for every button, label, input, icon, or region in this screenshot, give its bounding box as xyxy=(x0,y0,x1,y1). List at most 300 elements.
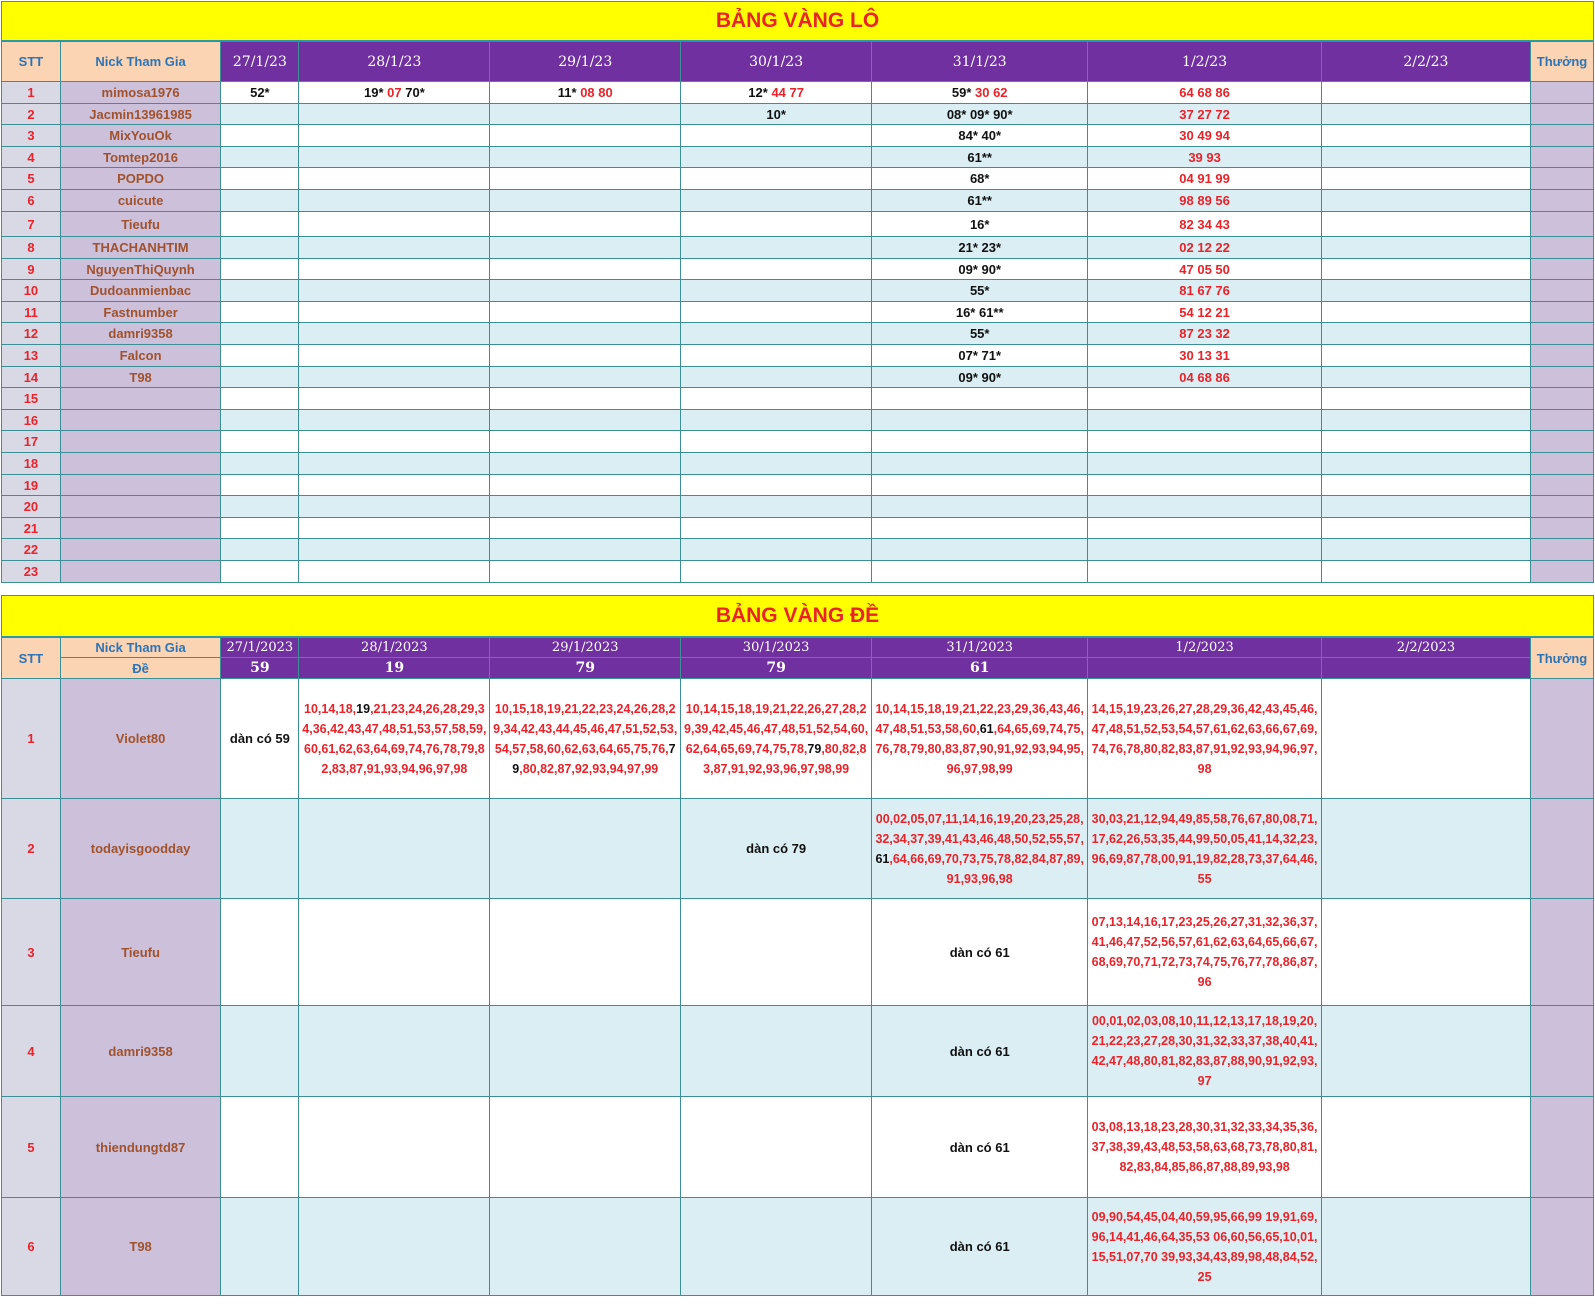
day-cell xyxy=(1088,168,1322,190)
de-header-date: 28/1/2023 xyxy=(299,638,490,658)
row-nick: POPDO xyxy=(60,168,220,190)
de-result: 79 xyxy=(490,658,681,679)
row-nick xyxy=(60,453,220,475)
day-cell xyxy=(1088,431,1322,453)
day-cell xyxy=(490,518,681,539)
row-stt: 9 xyxy=(2,259,61,280)
day-cell xyxy=(1321,125,1530,147)
day-cell xyxy=(1088,1097,1322,1198)
row-nick: Violet80 xyxy=(60,679,220,799)
row-thuong xyxy=(1530,539,1593,561)
day-cell xyxy=(1321,168,1530,190)
day-cell xyxy=(490,388,681,410)
row-stt: 20 xyxy=(2,496,61,518)
de-row xyxy=(2,1198,1594,1296)
cell-value: 47 05 50 xyxy=(1179,261,1230,277)
day-cell xyxy=(299,561,490,583)
cell-value: 70* xyxy=(401,85,425,100)
row-nick: thiendungtd87 xyxy=(60,1097,220,1198)
day-cell xyxy=(221,323,299,345)
row-stt: 15 xyxy=(2,388,61,410)
day-cell xyxy=(1321,82,1530,104)
row-thuong xyxy=(1530,190,1593,212)
day-cell xyxy=(681,104,872,125)
de-result: 61 xyxy=(872,658,1088,679)
day-cell xyxy=(221,1097,299,1198)
day-cell xyxy=(490,899,681,1006)
cell-value: 00,02,05,07,11,14,16,19,20,23,25,28,32,34,37,39,41,43,46,48,50,52,55,57, xyxy=(875,811,1084,846)
row-thuong xyxy=(1530,388,1593,410)
row-thuong xyxy=(1530,475,1593,496)
lo-header-date: 31/1/23 xyxy=(872,42,1088,82)
day-cell xyxy=(1321,453,1530,475)
row-nick xyxy=(60,496,220,518)
day-cell xyxy=(299,453,490,475)
cell-value: 16* xyxy=(969,216,990,232)
cell-value: 61** xyxy=(967,149,992,165)
day-cell xyxy=(1321,212,1530,237)
day-cell xyxy=(299,1097,490,1198)
cell-value: 82 34 43 xyxy=(1179,216,1230,232)
day-cell xyxy=(490,539,681,561)
cell-value: 87 23 32 xyxy=(1179,326,1230,341)
day-cell xyxy=(872,259,1088,280)
cell-value: ,64,65,69,74,75,76,78,79,80,83,87,90,91,92,93,94,95,96,97,98,99 xyxy=(875,721,1084,776)
day-cell xyxy=(490,323,681,345)
cell-value: 04 91 99 xyxy=(1179,171,1230,186)
day-cell xyxy=(681,82,872,104)
day-cell xyxy=(490,1097,681,1198)
row-thuong xyxy=(1530,367,1593,388)
day-cell xyxy=(681,431,872,453)
day-cell xyxy=(1321,259,1530,280)
day-cell xyxy=(872,561,1088,583)
de-result: 19 xyxy=(299,658,490,679)
cell-value: ,80,82,87,92,93,94,97,99 xyxy=(519,761,659,776)
lo-header-thuong: Thưởng xyxy=(1530,42,1593,82)
day-cell xyxy=(299,410,490,431)
row-stt: 7 xyxy=(2,212,61,237)
cell-value: 59* xyxy=(951,85,972,100)
day-cell xyxy=(872,475,1088,496)
day-cell xyxy=(490,237,681,259)
day-cell xyxy=(490,259,681,280)
day-cell xyxy=(681,212,872,237)
cell-value: 98 89 56 xyxy=(1179,193,1230,208)
day-cell xyxy=(299,104,490,125)
day-cell xyxy=(681,1198,872,1296)
day-cell xyxy=(490,679,681,799)
day-cell xyxy=(681,496,872,518)
cell-value: 03,08,13,18,23,28,30,31,32,33,34,35,36,37,38,39,43,48,53,58,63,68,73,78,80,81,82,83,84,85,86,87,88,89,93,98 xyxy=(1091,1120,1318,1174)
cell-value: 10* xyxy=(766,106,786,122)
de-row xyxy=(2,1006,1594,1097)
cell-value: dàn có 61 xyxy=(949,1043,1010,1059)
day-cell xyxy=(299,237,490,259)
lo-row xyxy=(2,345,1594,367)
de-row xyxy=(2,1097,1594,1198)
day-cell xyxy=(872,280,1088,302)
row-nick: MixYouOk xyxy=(60,125,220,147)
day-cell xyxy=(1088,237,1322,259)
cell-value: 12* xyxy=(748,85,768,100)
day-cell xyxy=(299,280,490,302)
day-cell xyxy=(221,1006,299,1097)
day-cell xyxy=(221,453,299,475)
day-cell xyxy=(872,539,1088,561)
de-result xyxy=(1088,658,1322,679)
day-cell xyxy=(221,799,299,899)
row-nick: mimosa1976 xyxy=(60,82,220,104)
row-thuong xyxy=(1530,302,1593,323)
row-thuong xyxy=(1530,410,1593,431)
cell-value: dàn có 79 xyxy=(746,841,807,856)
cell-value: 02 12 22 xyxy=(1179,240,1230,255)
day-cell xyxy=(490,453,681,475)
day-cell xyxy=(490,125,681,147)
row-nick: T98 xyxy=(60,1198,220,1296)
day-cell xyxy=(299,147,490,168)
day-cell xyxy=(1088,259,1322,280)
day-cell xyxy=(872,237,1088,259)
row-thuong xyxy=(1530,82,1593,104)
row-stt: 3 xyxy=(2,899,61,1006)
cell-value: 79 xyxy=(512,741,676,776)
row-stt: 12 xyxy=(2,323,61,345)
cell-value: 19* xyxy=(364,85,384,100)
day-cell xyxy=(1321,1198,1530,1296)
day-cell xyxy=(299,1198,490,1296)
cell-value: 10,14,18, xyxy=(304,701,357,716)
day-cell xyxy=(1088,190,1322,212)
day-cell xyxy=(1088,453,1322,475)
row-stt: 19 xyxy=(2,475,61,496)
day-cell xyxy=(490,367,681,388)
row-thuong xyxy=(1530,899,1593,1006)
day-cell xyxy=(1088,899,1322,1006)
day-cell xyxy=(299,302,490,323)
day-cell xyxy=(1321,431,1530,453)
day-cell xyxy=(872,1097,1088,1198)
cell-value: 10,14,15,18,19,21,22,23,29,36,43,46,47,48,51,53,58,60, xyxy=(875,701,1084,736)
day-cell xyxy=(872,799,1088,899)
day-cell xyxy=(1088,367,1322,388)
day-cell xyxy=(221,104,299,125)
lo-row xyxy=(2,431,1594,453)
day-cell xyxy=(681,453,872,475)
cell-value: 61** xyxy=(967,193,992,208)
row-thuong xyxy=(1530,280,1593,302)
lo-row xyxy=(2,147,1594,168)
day-cell xyxy=(1321,539,1530,561)
day-cell xyxy=(490,147,681,168)
cell-value: 07* 71* xyxy=(958,348,1002,363)
row-thuong xyxy=(1530,212,1593,237)
row-nick: damri9358 xyxy=(60,323,220,345)
day-cell xyxy=(490,168,681,190)
cell-value: 30 13 31 xyxy=(1179,348,1230,363)
de-header-row xyxy=(2,638,1594,658)
day-cell xyxy=(221,539,299,561)
row-thuong xyxy=(1530,496,1593,518)
de-title: BẢNG VÀNG ĐỀ xyxy=(1,595,1594,637)
lo-row xyxy=(2,518,1594,539)
day-cell xyxy=(1321,410,1530,431)
day-cell xyxy=(681,280,872,302)
day-cell xyxy=(299,345,490,367)
day-cell xyxy=(221,496,299,518)
row-nick: cuicute xyxy=(60,190,220,212)
row-stt: 8 xyxy=(2,237,61,259)
de-result: 59 xyxy=(221,658,299,679)
cell-value: 61 xyxy=(875,851,890,866)
day-cell xyxy=(221,259,299,280)
day-cell xyxy=(1088,496,1322,518)
day-cell xyxy=(1321,679,1530,799)
row-stt: 17 xyxy=(2,431,61,453)
row-stt: 2 xyxy=(2,104,61,125)
row-stt: 21 xyxy=(2,518,61,539)
de-header-thuong: Thưởng xyxy=(1530,638,1593,679)
de-header-de-label: Đề xyxy=(60,658,220,679)
day-cell xyxy=(490,190,681,212)
day-cell xyxy=(872,518,1088,539)
day-cell xyxy=(299,1006,490,1097)
day-cell xyxy=(681,190,872,212)
row-thuong xyxy=(1530,799,1593,899)
day-cell xyxy=(221,190,299,212)
lo-header-date: 29/1/23 xyxy=(490,42,681,82)
day-cell xyxy=(221,1198,299,1296)
lo-row xyxy=(2,237,1594,259)
day-cell xyxy=(221,345,299,367)
cell-value: 07 xyxy=(383,85,402,100)
day-cell xyxy=(1321,345,1530,367)
de-header-stt: STT xyxy=(2,638,61,679)
lo-header-date: 1/2/23 xyxy=(1088,42,1322,82)
day-cell xyxy=(221,475,299,496)
cell-value: 84* 40* xyxy=(958,128,1002,143)
day-cell xyxy=(1321,388,1530,410)
day-cell xyxy=(1088,410,1322,431)
row-nick xyxy=(60,388,220,410)
day-cell xyxy=(221,280,299,302)
day-cell xyxy=(681,237,872,259)
day-cell xyxy=(221,388,299,410)
row-stt: 11 xyxy=(2,302,61,323)
day-cell xyxy=(490,496,681,518)
row-stt: 22 xyxy=(2,539,61,561)
row-nick: T98 xyxy=(60,367,220,388)
day-cell xyxy=(299,388,490,410)
day-cell xyxy=(221,237,299,259)
day-cell xyxy=(872,388,1088,410)
day-cell xyxy=(681,518,872,539)
cell-value: 55* xyxy=(969,326,990,341)
row-stt: 23 xyxy=(2,561,61,583)
day-cell xyxy=(681,475,872,496)
day-cell xyxy=(872,496,1088,518)
day-cell xyxy=(490,104,681,125)
cell-value: 19 xyxy=(356,701,371,716)
cell-value: 08* 09* 90* xyxy=(946,106,1013,122)
de-row xyxy=(2,799,1594,899)
lo-row xyxy=(2,539,1594,561)
de-header-date: 30/1/2023 xyxy=(681,638,872,658)
row-stt: 4 xyxy=(2,147,61,168)
day-cell xyxy=(681,899,872,1006)
day-cell xyxy=(1088,518,1322,539)
row-stt: 10 xyxy=(2,280,61,302)
day-cell xyxy=(872,82,1088,104)
lo-row xyxy=(2,323,1594,345)
day-cell xyxy=(1088,125,1322,147)
de-header-date: 1/2/2023 xyxy=(1088,638,1322,658)
day-cell xyxy=(872,190,1088,212)
day-cell xyxy=(490,302,681,323)
day-cell xyxy=(1088,475,1322,496)
lo-row xyxy=(2,82,1594,104)
day-cell xyxy=(299,168,490,190)
day-cell xyxy=(1088,82,1322,104)
day-cell xyxy=(299,475,490,496)
day-cell xyxy=(872,679,1088,799)
lo-row xyxy=(2,496,1594,518)
day-cell xyxy=(490,1198,681,1296)
cell-value: 14,15,19,23,26,27,28,29,36,42,43,45,46,47,48,51,52,53,54,57,61,62,63,66,67,69,74,76,78,80,82,83,87,91,92,93,94,96,97,98 xyxy=(1091,701,1318,776)
day-cell xyxy=(490,410,681,431)
day-cell xyxy=(221,367,299,388)
de-header-date: 29/1/2023 xyxy=(490,638,681,658)
lo-header-date: 30/1/23 xyxy=(681,42,872,82)
day-cell xyxy=(221,82,299,104)
de-row xyxy=(2,679,1594,799)
row-thuong xyxy=(1530,561,1593,583)
lo-header-nick: Nick Tham Gia xyxy=(60,42,220,82)
de-result xyxy=(1321,658,1530,679)
day-cell xyxy=(299,496,490,518)
row-nick: Falcon xyxy=(60,345,220,367)
row-nick: Jacmin13961985 xyxy=(60,104,220,125)
cell-value: 30,03,21,12,94,49,85,58,76,67,80,08,71,17,62,26,53,35,44,99,50,05,41,14,32,23,96,69,87,78,00,91,19,82,28,73,37,64,46,55 xyxy=(1091,811,1318,886)
cell-value: 39 93 xyxy=(1188,149,1221,165)
day-cell xyxy=(872,367,1088,388)
de-header-date: 31/1/2023 xyxy=(872,638,1088,658)
cell-value: ,64,66,69,70,73,75,78,82,84,87,89,91,93,96,98 xyxy=(889,851,1084,886)
day-cell xyxy=(490,280,681,302)
day-cell xyxy=(681,125,872,147)
day-cell xyxy=(299,431,490,453)
day-cell xyxy=(872,899,1088,1006)
de-header-date: 27/1/2023 xyxy=(221,638,299,658)
day-cell xyxy=(299,367,490,388)
row-nick: NguyenThiQuynh xyxy=(60,259,220,280)
day-cell xyxy=(872,125,1088,147)
cell-value: 55* xyxy=(969,283,990,298)
day-cell xyxy=(681,168,872,190)
lo-header-date: 28/1/23 xyxy=(299,42,490,82)
day-cell xyxy=(872,1198,1088,1296)
row-thuong xyxy=(1530,345,1593,367)
de-result: 79 xyxy=(681,658,872,679)
cell-value: 10,14,15,18,19,21,22,26,27,28,29,39,42,45,46,47,48,51,52,54,60,62,64,65,69,74,75,78, xyxy=(684,701,869,756)
cell-value: 54 12 21 xyxy=(1179,304,1230,320)
row-thuong xyxy=(1530,147,1593,168)
cell-value: 61 xyxy=(979,721,994,736)
day-cell xyxy=(490,431,681,453)
cell-value: 09* 90* xyxy=(958,261,1002,277)
cell-value: ,80,82,83,87,91,92,93,96,97,98,99 xyxy=(703,741,867,776)
row-stt: 18 xyxy=(2,453,61,475)
row-nick xyxy=(60,431,220,453)
lo-row xyxy=(2,212,1594,237)
lo-table xyxy=(1,41,1594,583)
cell-value: 44 77 xyxy=(767,85,804,100)
day-cell xyxy=(872,147,1088,168)
cell-value: 08 80 xyxy=(576,85,613,100)
day-cell xyxy=(872,168,1088,190)
cell-value: dàn có 61 xyxy=(949,1239,1010,1254)
day-cell xyxy=(681,259,872,280)
day-cell xyxy=(1321,561,1530,583)
day-cell xyxy=(681,302,872,323)
cell-value: 21* 23* xyxy=(958,240,1002,255)
day-cell xyxy=(872,212,1088,237)
day-cell xyxy=(1321,190,1530,212)
lo-header-stt: STT xyxy=(2,42,61,82)
day-cell xyxy=(681,561,872,583)
cell-value: 37 27 72 xyxy=(1179,106,1230,122)
cell-value: 10,15,18,19,21,22,23,24,26,28,29,34,42,43,44,45,46,47,51,52,53,54,57,58,60,62,63,64,65,75,76, xyxy=(493,701,678,756)
row-thuong xyxy=(1530,518,1593,539)
row-thuong xyxy=(1530,104,1593,125)
row-stt: 2 xyxy=(2,799,61,899)
cell-value: dàn có 61 xyxy=(949,944,1010,960)
cell-value: 00,01,02,03,08,10,11,12,13,17,18,19,20,21,22,23,27,28,30,31,32,33,37,38,40,41,42,47,48,80,81,82,83,87,88,90,91,92,93,97 xyxy=(1091,1014,1318,1088)
row-nick xyxy=(60,475,220,496)
cell-value: 30 62 xyxy=(971,85,1008,100)
day-cell xyxy=(1088,1006,1322,1097)
row-thuong xyxy=(1530,1006,1593,1097)
day-cell xyxy=(872,431,1088,453)
day-cell xyxy=(872,1006,1088,1097)
row-thuong xyxy=(1530,679,1593,799)
row-stt: 5 xyxy=(2,1097,61,1198)
row-stt: 6 xyxy=(2,1198,61,1296)
day-cell xyxy=(1088,539,1322,561)
lo-row xyxy=(2,168,1594,190)
day-cell xyxy=(1088,323,1322,345)
day-cell xyxy=(1321,237,1530,259)
row-nick xyxy=(60,518,220,539)
day-cell xyxy=(1088,1198,1322,1296)
cell-value: dàn có 61 xyxy=(949,1139,1010,1155)
row-thuong xyxy=(1530,168,1593,190)
day-cell xyxy=(299,679,490,799)
row-nick: Tomtep2016 xyxy=(60,147,220,168)
day-cell xyxy=(1088,799,1322,899)
day-cell xyxy=(1321,323,1530,345)
lo-title: BẢNG VÀNG LÔ xyxy=(1,1,1594,41)
row-stt: 4 xyxy=(2,1006,61,1097)
day-cell xyxy=(299,799,490,899)
day-cell xyxy=(681,367,872,388)
day-cell xyxy=(1321,475,1530,496)
day-cell xyxy=(1321,518,1530,539)
lo-row xyxy=(2,125,1594,147)
row-nick xyxy=(60,561,220,583)
day-cell xyxy=(1088,147,1322,168)
